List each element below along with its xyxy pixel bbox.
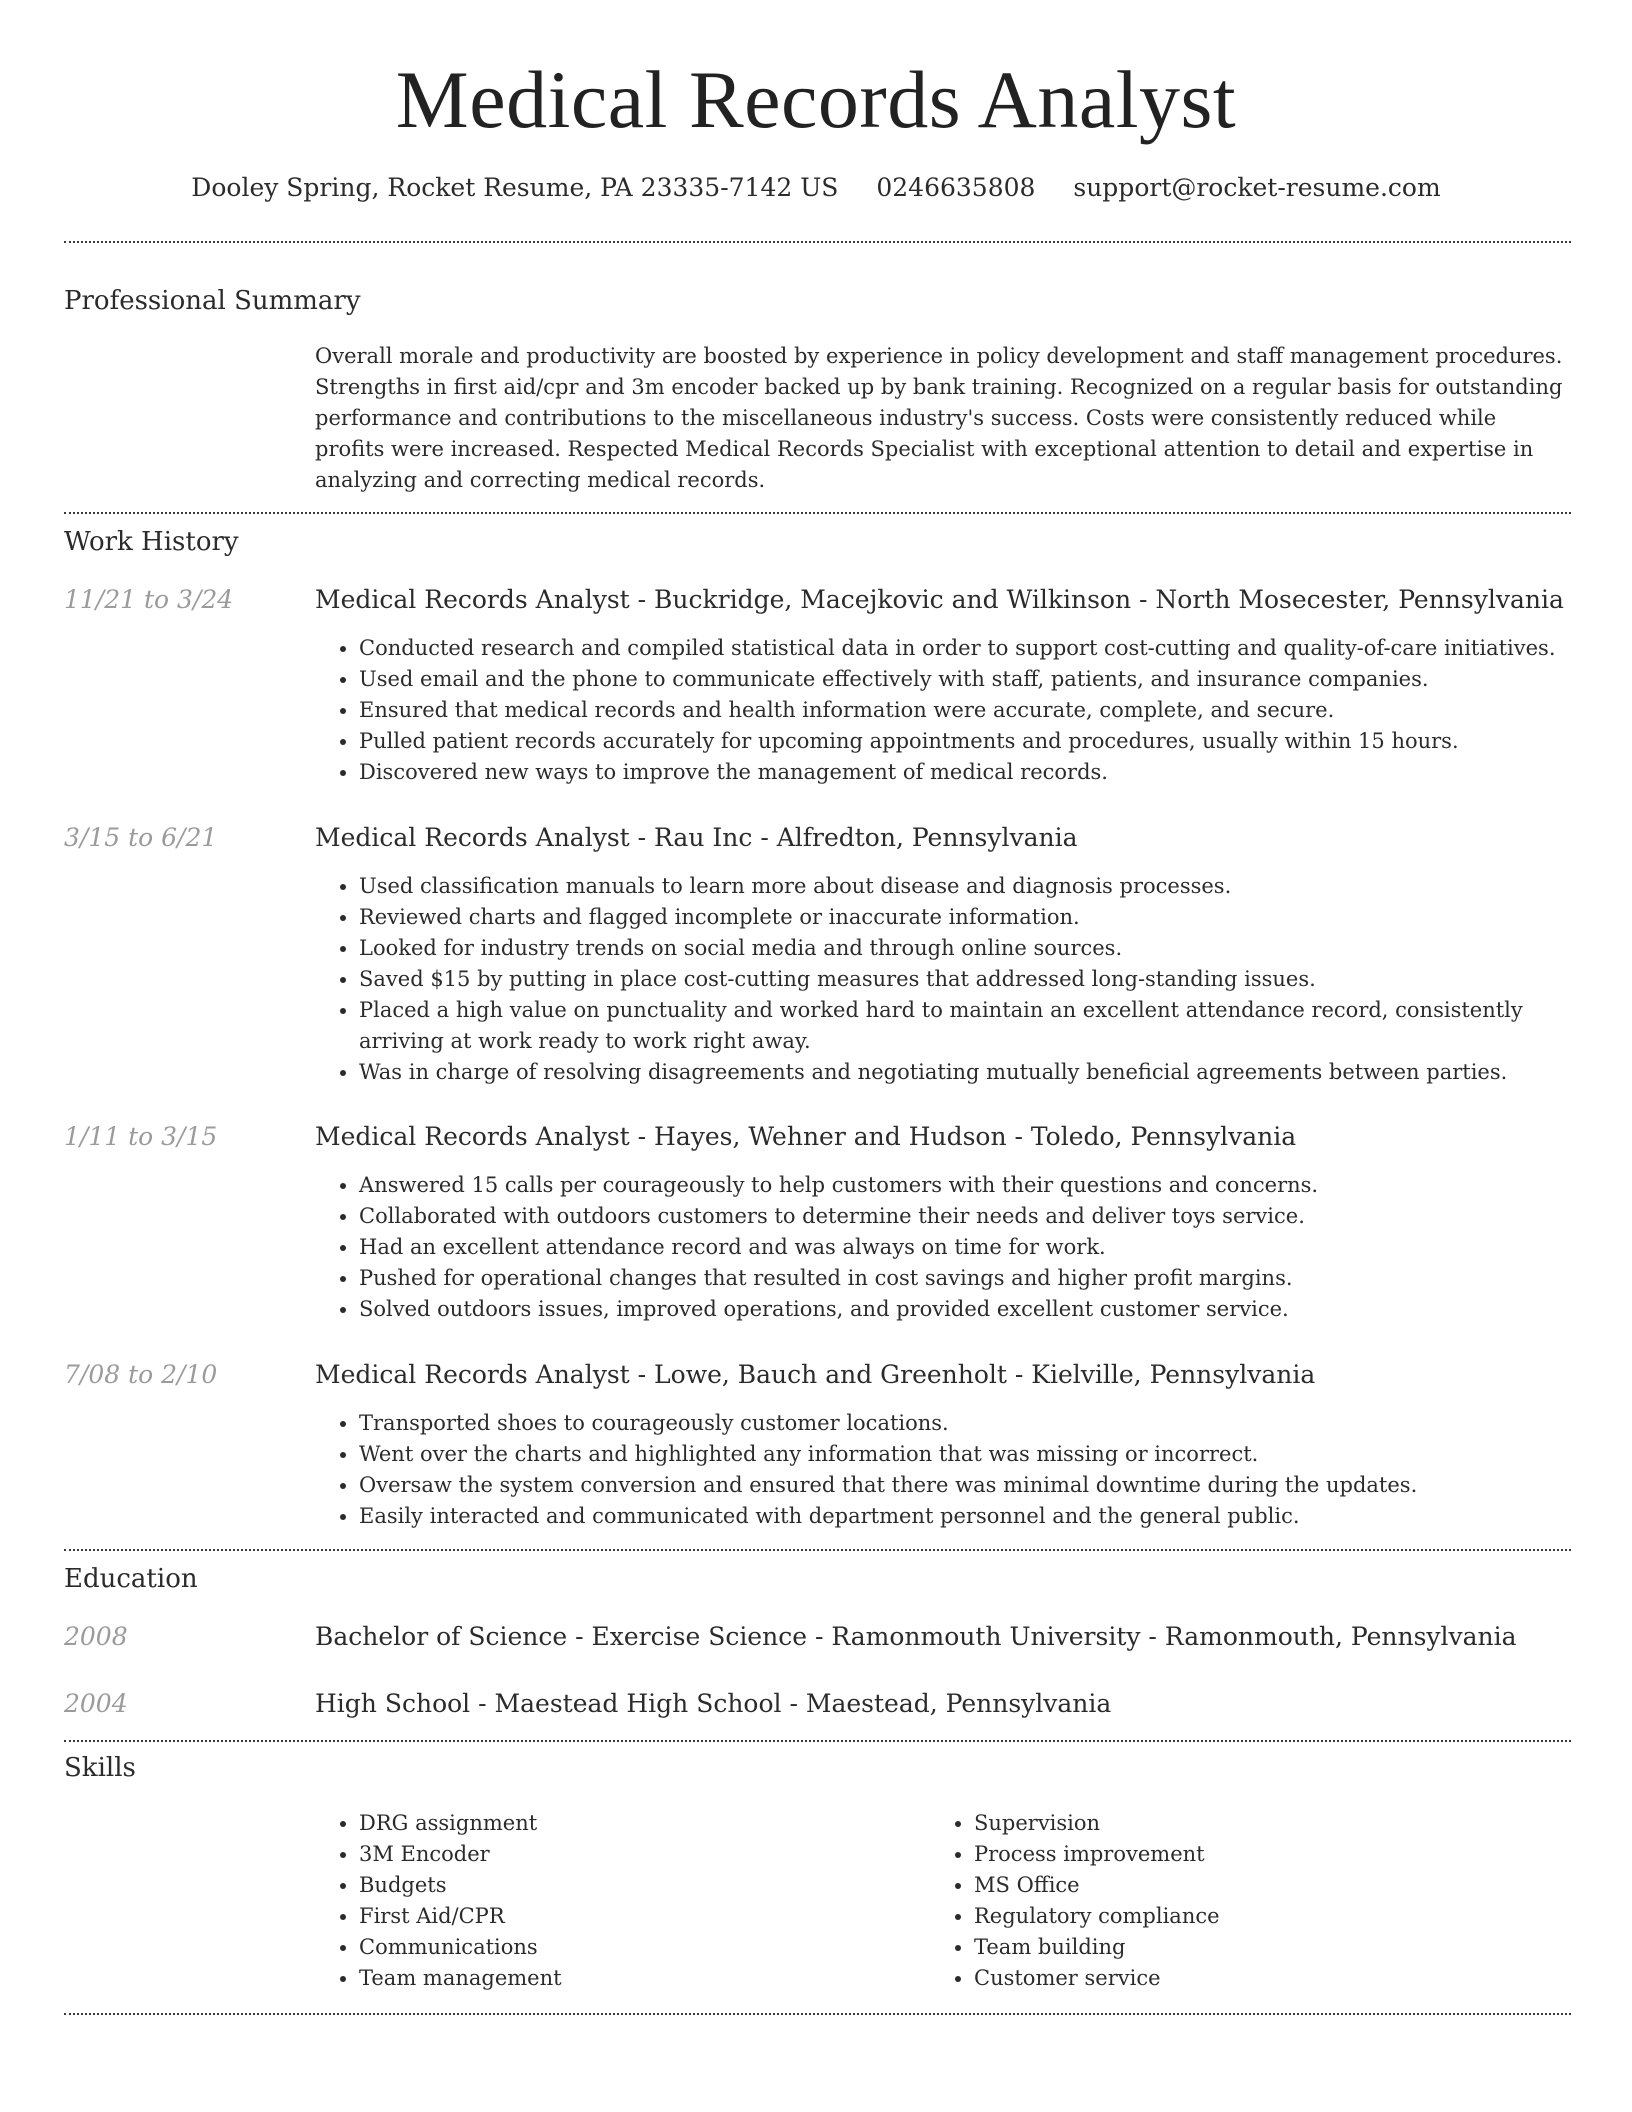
job-dates: 11/21 to 3/24 xyxy=(64,585,234,614)
list-item: • MS Office xyxy=(974,1870,1632,1901)
list-item: • Team building xyxy=(974,1932,1632,1963)
job-dates: 3/15 to 6/21 xyxy=(64,823,218,852)
section-title-summary: Professional Summary xyxy=(64,286,361,316)
list-item: • Conducted research and compiled statistical data in order to support cost-cutting and quality-of-care initiatives. xyxy=(359,633,1571,664)
list-item: • Team management xyxy=(359,1963,1571,1994)
contact-email: support@rocket-resume.com xyxy=(1073,173,1441,202)
section-title-education: Education xyxy=(64,1564,198,1594)
list-item: • Pushed for operational changes that resulted in cost savings and higher profit margins. xyxy=(359,1263,1571,1294)
job-heading: Medical Records Analyst - Buckridge, Macejkovic and Wilkinson - North Mosecester, Pennsylvania xyxy=(315,585,1564,614)
list-item: • Went over the charts and highlighted any information that was missing or incorrect. xyxy=(359,1439,1571,1470)
list-item: • Used email and the phone to communicate effectively with staff, patients, and insurance companies. xyxy=(359,664,1571,695)
list-item: • Regulatory compliance xyxy=(974,1901,1632,1932)
job-bullets xyxy=(315,1408,1571,1532)
list-item: • Supervision xyxy=(974,1808,1632,1839)
divider xyxy=(64,2013,1571,2015)
list-item: • Easily interacted and communicated with department personnel and the general public. xyxy=(359,1501,1571,1532)
list-item: • Used classification manuals to learn more about disease and diagnosis processes. xyxy=(359,871,1571,902)
list-item: • Oversaw the system conversion and ensured that there was minimal downtime during the updates. xyxy=(359,1470,1571,1501)
education-year: 2008 xyxy=(64,1622,128,1651)
job-bullets xyxy=(315,633,1571,788)
contact-address: Dooley Spring, Rocket Resume, PA 23335-7142 US xyxy=(191,173,839,202)
divider xyxy=(64,241,1571,243)
list-item: • Was in charge of resolving disagreements and negotiating mutually beneficial agreements between parties. xyxy=(359,1057,1571,1088)
list-item: • First Aid/CPR xyxy=(359,1901,1571,1932)
list-item: • Placed a high value on punctuality and worked hard to maintain an excellent attendance record, consistently arriving at work ready to work right away. xyxy=(359,995,1571,1057)
divider xyxy=(64,1549,1571,1551)
list-item: • Process improvement xyxy=(974,1839,1632,1870)
job-dates: 7/08 to 2/10 xyxy=(64,1360,218,1389)
summary-text: Overall morale and productivity are boosted by experience in policy development and staff management procedures. Strengths in first aid/cpr and 3m encoder backed up by bank training. Recognized on a regular basis for outstanding performance and contributions to the miscellaneous industry's success. Costs were consistently reduced while profits were increased. Respected Medical Records Specialist with exceptional attention to detail and expertise in analyzing and correcting medical records. xyxy=(315,344,1563,492)
resume-title: Medical Records Analyst xyxy=(395,54,1237,145)
list-item: • Had an excellent attendance record and was always on time for work. xyxy=(359,1232,1571,1263)
contact-phone: 0246635808 xyxy=(876,173,1036,202)
list-item: • Answered 15 calls per courageously to help customers with their questions and concerns. xyxy=(359,1170,1571,1201)
list-item: • Communications xyxy=(359,1932,1571,1963)
list-item: • Looked for industry trends on social media and through online sources. xyxy=(359,933,1571,964)
list-item: • Solved outdoors issues, improved operations, and provided excellent customer service. xyxy=(359,1294,1571,1325)
section-title-work-history: Work History xyxy=(64,527,239,557)
education-entry: Bachelor of Science - Exercise Science - Ramonmouth University - Ramonmouth, Pennsylvania xyxy=(315,1622,1517,1651)
job-heading: Medical Records Analyst - Rau Inc - Alfredton, Pennsylvania xyxy=(315,823,1078,852)
education-entry: High School - Maestead High School - Maestead, Pennsylvania xyxy=(315,1689,1112,1718)
list-item: • Saved $15 by putting in place cost-cutting measures that addressed long-standing issues. xyxy=(359,964,1571,995)
list-item: • 3M Encoder xyxy=(359,1839,1571,1870)
list-item: • Transported shoes to courageously customer locations. xyxy=(359,1408,1571,1439)
job-heading: Medical Records Analyst - Hayes, Wehner and Hudson - Toledo, Pennsylvania xyxy=(315,1122,1297,1151)
list-item: • Pulled patient records accurately for upcoming appointments and procedures, usually within 15 hours. xyxy=(359,726,1571,757)
section-title-skills: Skills xyxy=(64,1753,136,1783)
list-item: • Discovered new ways to improve the management of medical records. xyxy=(359,757,1571,788)
list-item: • Collaborated with outdoors customers to determine their needs and deliver toys service. xyxy=(359,1201,1571,1232)
job-dates: 1/11 to 3/15 xyxy=(64,1122,218,1151)
contact-line xyxy=(0,170,1632,206)
list-item: • Reviewed charts and flagged incomplete or inaccurate information. xyxy=(359,902,1571,933)
divider xyxy=(64,1740,1571,1742)
job-bullets xyxy=(315,1170,1571,1325)
job-bullets xyxy=(315,871,1571,1088)
list-item: • Ensured that medical records and health information were accurate, complete, and secure. xyxy=(359,695,1571,726)
job-heading: Medical Records Analyst - Lowe, Bauch and Greenholt - Kielville, Pennsylvania xyxy=(315,1360,1316,1389)
list-item: • Customer service xyxy=(974,1963,1632,1994)
education-year: 2004 xyxy=(64,1689,128,1718)
list-item: • DRG assignment xyxy=(359,1808,1571,1839)
divider xyxy=(64,512,1571,514)
list-item: • Budgets xyxy=(359,1870,1571,1901)
skills-list-right xyxy=(930,1808,1632,1994)
